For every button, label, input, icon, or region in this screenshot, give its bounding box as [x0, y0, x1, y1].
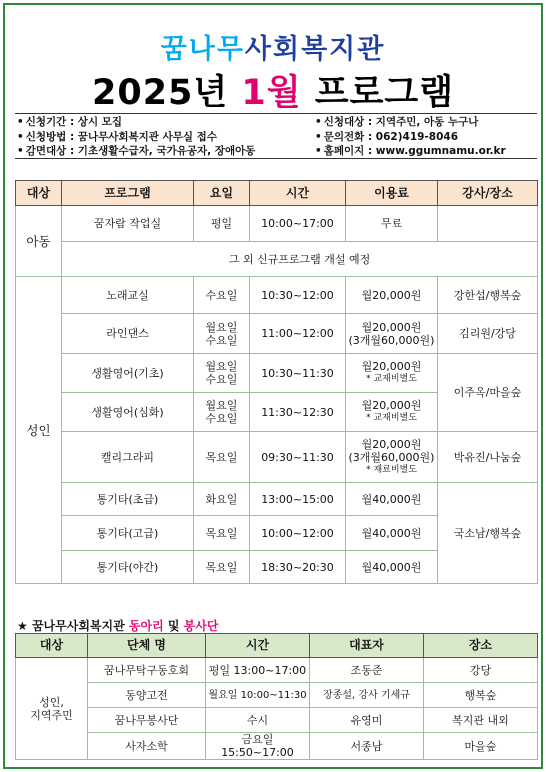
table-row	[16, 658, 538, 683]
program-fee: 월40,000원	[346, 516, 438, 551]
info-item: • 문의전화 : 062)419-8046	[315, 130, 459, 143]
bullet-icon: •	[17, 130, 24, 143]
program-name: 통기타(야간)	[62, 551, 194, 584]
info-item: • 신청기간 : 상시 모집	[17, 116, 123, 128]
club-rep: 유영미	[310, 708, 424, 733]
program-time: 10:00~17:00	[250, 206, 346, 242]
col-header: 시간	[206, 634, 310, 658]
group-cell: 성인, 지역주민	[16, 658, 88, 760]
program-instructor: 박유진/나눔숲	[438, 432, 538, 483]
col-header: 대상	[16, 181, 62, 206]
program-day: 수요일	[194, 277, 250, 314]
club-place: 복지관 내외	[424, 708, 538, 733]
program-notice: 그 외 신규프로그램 개설 예정	[62, 242, 538, 277]
program-day: 월요일 수요일	[194, 393, 250, 432]
org-title-part1: 꿈나무	[160, 34, 245, 65]
homepage-link[interactable]: 홈페이지 : www.ggumnamu.or.kr	[323, 145, 506, 157]
program-name: 생활영어(기초)	[62, 354, 194, 393]
program-name: 노래교실	[62, 277, 194, 314]
program-name: 라인댄스	[62, 314, 194, 354]
program-time: 09:30~11:30	[250, 432, 346, 483]
table-row	[16, 354, 538, 393]
star-icon: ★	[17, 619, 28, 633]
program-table	[15, 180, 538, 584]
program-day: 목요일	[194, 432, 250, 483]
program-fee: 월20,000원 * 교재비별도	[346, 393, 438, 432]
org-title-part2: 사회복지관	[244, 34, 386, 65]
club-time: 수시	[206, 708, 310, 733]
program-name: 캘리그라피	[62, 432, 194, 483]
club-place: 마을숲	[424, 733, 538, 760]
info-item: • 신청방법 : 꿈나무사회복지관 사무실 접수	[17, 130, 217, 143]
clubs-section-title: ★ 꿈나무사회복지관 동아리 및 봉사단	[17, 619, 219, 633]
program-time: 11:00~12:00	[250, 314, 346, 354]
club-rep: 장종설, 강사 기세규	[310, 683, 424, 708]
table-header-row	[16, 634, 538, 658]
table-row	[16, 733, 538, 760]
program-time: 10:00~12:00	[250, 516, 346, 551]
info-item: • 감면대상 : 기초생활수급자, 국가유공자, 장애아동	[17, 145, 256, 157]
program-fee: 월20,000원 (3개월60,000원) * 재료비별도	[346, 432, 438, 483]
program-fee: 월20,000원 (3개월60,000원)	[346, 314, 438, 354]
program-time: 13:00~15:00	[250, 483, 346, 516]
col-header: 강사/장소	[438, 181, 538, 206]
program-fee: 월40,000원	[346, 483, 438, 516]
table-row	[16, 206, 538, 242]
info-right	[315, 115, 506, 159]
program-instructor	[438, 206, 538, 242]
program-instructor: 김리원/강당	[438, 314, 538, 354]
col-header: 프로그램	[62, 181, 194, 206]
program-day: 목요일	[194, 551, 250, 584]
program-instructor: 강한섭/행복숲	[438, 277, 538, 314]
program-name: 꿈자람 작업실	[62, 206, 194, 242]
program-flyer	[3, 3, 543, 769]
club-place: 강당	[424, 658, 538, 683]
club-name: 꿈나무봉사단	[88, 708, 206, 733]
program-day: 목요일	[194, 516, 250, 551]
bullet-icon: •	[17, 116, 24, 128]
program-day: 평일	[194, 206, 250, 242]
club-name: 꿈나무탁구동호회	[88, 658, 206, 683]
program-day: 화요일	[194, 483, 250, 516]
group-cell: 아동	[16, 206, 62, 277]
program-time: 10:30~11:30	[250, 354, 346, 393]
program-instructor: 이주옥/마을숲	[438, 354, 538, 432]
info-box	[15, 113, 537, 159]
col-header: 이용료	[346, 181, 438, 206]
group-cell: 성인	[16, 277, 62, 584]
table-row	[16, 432, 538, 483]
club-rep: 조동준	[310, 658, 424, 683]
program-instructor: 국소남/행복숲	[438, 483, 538, 584]
club-rep: 서종남	[310, 733, 424, 760]
program-time: 10:30~12:00	[250, 277, 346, 314]
info-item	[315, 144, 506, 159]
table-row	[16, 708, 538, 733]
bullet-icon: •	[315, 130, 322, 143]
title-year: 2025년	[91, 73, 229, 113]
table-row	[16, 683, 538, 708]
table-header-row	[16, 181, 538, 206]
club-time: 월요일 10:00~11:30	[206, 683, 310, 708]
program-time: 11:30~12:30	[250, 393, 346, 432]
program-fee: 월20,000원 * 교재비별도	[346, 354, 438, 393]
col-header: 대상	[16, 634, 88, 658]
col-header: 단체 명	[88, 634, 206, 658]
club-time: 평일 13:00~17:00	[206, 658, 310, 683]
info-left	[17, 115, 255, 159]
col-header: 요일	[194, 181, 250, 206]
club-place: 행복숲	[424, 683, 538, 708]
program-time: 18:30~20:30	[250, 551, 346, 584]
col-header: 대표자	[310, 634, 424, 658]
bullet-icon: •	[315, 145, 322, 157]
program-fee: 월20,000원	[346, 277, 438, 314]
program-name: 통기타(고급)	[62, 516, 194, 551]
bullet-icon: •	[315, 116, 322, 128]
page-title	[5, 65, 541, 115]
table-row	[16, 483, 538, 516]
clubs-table	[15, 633, 538, 760]
title-program: 프로그램	[314, 73, 455, 113]
program-day: 월요일 수요일	[194, 354, 250, 393]
program-day: 월요일 수요일	[194, 314, 250, 354]
org-title	[5, 27, 541, 66]
col-header: 시간	[250, 181, 346, 206]
program-fee: 무료	[346, 206, 438, 242]
title-month: 1월	[241, 73, 302, 113]
club-time: 금요일 15:50~17:00	[206, 733, 310, 760]
program-name: 통기타(초급)	[62, 483, 194, 516]
col-header: 장소	[424, 634, 538, 658]
info-item: • 신청대상 : 지역주민, 아동 누구나	[315, 116, 479, 128]
table-row	[16, 314, 538, 354]
bullet-icon: •	[17, 145, 24, 157]
club-name: 사자소학	[88, 733, 206, 760]
table-row	[16, 242, 538, 277]
table-row	[16, 277, 538, 314]
program-fee: 월40,000원	[346, 551, 438, 584]
program-name: 생활영어(심화)	[62, 393, 194, 432]
club-name: 동양고전	[88, 683, 206, 708]
